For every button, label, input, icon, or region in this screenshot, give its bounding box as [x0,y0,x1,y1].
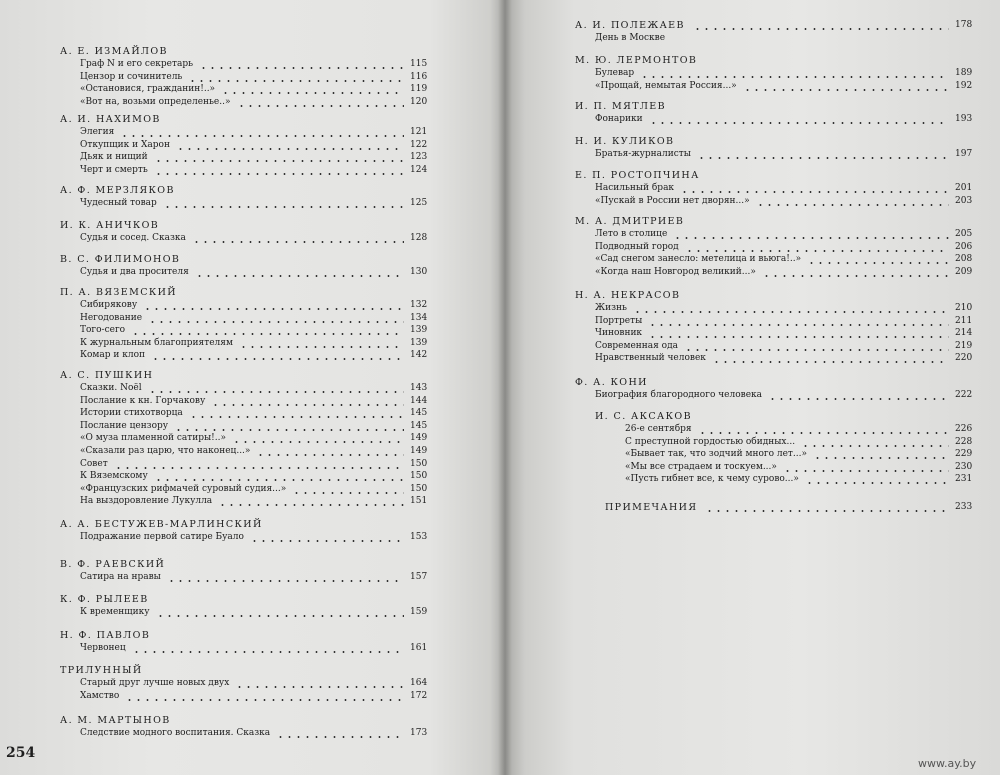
dot-leader [648,324,949,326]
dot-leader [151,358,404,360]
page-number: 254 [6,745,36,761]
entry-page-number: 119 [410,84,428,95]
dot-leader [211,404,404,406]
author-heading: А. М. МАРТЫНОВ [60,715,171,726]
toc-entry [60,96,428,110]
author-heading: К. Ф. РЫЛЕЕВ [60,594,149,605]
entry-title: Хамство [80,690,120,701]
entry-title: «Вот на, возьми определенье..» [80,96,231,107]
author-heading: М. А. ДМИТРИЕВ [575,216,685,227]
toc-entry [60,325,428,338]
toc-entry [60,84,428,97]
author-heading: В. С. ФИЛИМОНОВ [60,254,181,265]
entry-page-number: 151 [410,496,428,507]
author-heading: Е. П. РОСТОПЧИНА [575,170,700,181]
entry-page-number: 149 [410,433,428,444]
dot-leader [801,445,949,447]
toc-section [60,559,428,585]
dot-leader [673,237,949,239]
entry-page-number: 125 [410,198,428,208]
entry-page-number: 164 [410,678,428,688]
author-heading: М. Ю. ЛЕРМОНТОВ [575,55,698,66]
toc-entry [60,496,428,509]
toc-section [60,114,428,177]
entry-page-number: 197 [955,149,973,159]
dot-leader [649,122,949,124]
author-page-number: 233 [955,502,973,512]
toc-entry [60,690,428,704]
entry-page-number: 205 [955,229,973,239]
book-gutter [498,0,512,775]
entry-title: «Прощай, немытая Россия...» [595,80,737,91]
entry-page-number: 231 [955,474,973,485]
entry-title: Братья-журналисты [595,149,691,159]
toc-section [575,170,973,208]
entry-title: Граф N и его секретарь [80,59,193,69]
author-heading: Н. И. КУЛИКОВ [575,136,675,147]
toc-entry [595,436,973,450]
toc-section [60,665,428,703]
toc-entry [60,198,428,211]
entry-page-number: 142 [410,350,428,361]
author-heading: А. Ф. МЕРЗЛЯКОВ [60,185,175,196]
entry-page-number: 139 [410,337,428,348]
entry-title: Черт и смерть [80,164,148,175]
toc-entry [60,445,428,459]
dot-leader [684,349,949,351]
toc-entry [60,139,428,153]
entry-title: Нравственный человек [595,353,706,364]
toc-section [60,46,428,109]
entry-title: Сибирякову [80,300,138,310]
entry-title: Дьяк и нищий [80,152,148,163]
entry-page-number: 220 [955,353,973,364]
entry-page-number: 229 [955,449,973,460]
entry-title: Элегия [80,127,115,137]
entry-page-number: 230 [955,461,973,472]
toc-entry [575,195,973,209]
author-heading: Н. А. НЕКРАСОВ [575,290,681,301]
entry-page-number: 144 [410,395,428,406]
entry-title: «Бывает так, что зодчий много лет...» [625,449,807,460]
entry-page-number: 159 [410,607,428,617]
entry-page-number: 161 [410,643,428,653]
entry-title: «Остановися, гражданин!..» [80,84,216,95]
entry-title: Того-сего [80,325,126,336]
entry-title: «Сад снегом занесло: метелица и вьюга!..» [595,254,802,265]
dot-leader [195,275,404,277]
dot-leader [232,441,404,443]
toc-entry [595,461,973,475]
author-heading: Ф. А. КОНИ [575,377,648,388]
entry-title: К журнальным благоприятелям [80,337,233,348]
entry-page-number: 228 [955,436,973,447]
dot-leader [743,89,949,91]
dot-leader [805,482,949,484]
toc-entry [575,315,973,329]
entry-page-number: 222 [955,390,973,400]
toc-entry [575,229,973,242]
dot-leader [698,432,949,434]
toc-entry [595,449,973,462]
entry-page-number: 214 [955,328,973,339]
entry-page-number: 150 [410,471,428,482]
dot-leader [237,105,404,107]
toc-entry [575,183,973,196]
author-heading: А. А. БЕСТУЖЕВ-МАРЛИНСКИЙ [60,519,263,530]
toc-section [60,370,428,509]
entry-page-number: 134 [410,312,428,323]
entry-title: 26-е сентября [625,424,692,434]
entry-title: Совет [80,458,108,469]
dot-leader [114,467,404,469]
toc-entry [575,266,973,280]
entry-page-number: 208 [955,254,973,265]
entry-title: Портреты [595,315,643,326]
author-page-number: 178 [955,20,973,30]
entry-page-number: 226 [955,424,973,434]
dot-leader [174,429,404,431]
toc-entry [595,424,973,437]
entry-title: Судья и сосед. Сказка [80,233,186,243]
toc-section [575,216,973,279]
dot-leader [250,540,404,542]
entry-title: Послание к кн. Горчакову [80,395,206,406]
toc-entry [575,390,973,403]
toc-entry [60,127,428,140]
entry-page-number: 128 [410,233,428,243]
entry-title: Биография благородного человека [595,390,763,400]
entry-title: «Когда наш Новгород великий...» [595,266,756,277]
entry-page-number: 157 [410,572,428,582]
toc-section [60,220,428,246]
toc-entry [60,383,428,396]
dot-leader [199,67,404,69]
entry-title: На выздоровление Лукулла [80,496,213,507]
entry-page-number: 116 [410,71,428,82]
entry-page-number: 143 [410,383,428,393]
entry-page-number: 130 [410,267,428,277]
toc-entry [60,433,428,446]
toc-entry [575,80,973,94]
entry-title: «О муза пламенной сатиры!..» [80,433,227,444]
author-heading: П. А. ВЯЗЕМСКИЙ [60,287,177,298]
entry-title: «Пусть гибнет все, к чему сурово...» [625,474,799,485]
entry-title: Чудесный товар [80,198,157,208]
toc-section [60,630,428,656]
toc-entry [60,572,428,585]
toc-section [575,20,973,46]
dot-leader [176,148,404,150]
toc-entry [60,643,428,656]
toc-entry [60,350,428,363]
author-heading: Н. Ф. ПАВЛОВ [60,630,151,641]
entry-page-number: 189 [955,68,973,78]
dot-leader [276,736,404,738]
toc-entry [60,337,428,351]
toc-section [60,715,428,741]
entry-title: День в Москве [595,33,666,43]
dot-leader [705,510,949,512]
entry-title: Старый друг лучше новых двух [80,678,230,688]
dot-leader [154,479,404,481]
author-heading: А. И. ПОЛЕЖАЕВ [575,20,685,31]
dot-leader [783,470,949,472]
dot-leader [189,416,404,418]
entry-page-number: 219 [955,340,973,351]
entry-page-number: 145 [410,408,428,419]
entry-page-number: 201 [955,183,973,193]
toc-entry [60,395,428,409]
toc-entry [575,149,973,162]
toc-entry [60,164,428,178]
entry-page-number: 209 [955,266,973,277]
toc-section [60,185,428,211]
toc-entry [60,267,428,280]
toc-entry [575,328,973,341]
entry-title: К временщику [80,607,150,617]
dot-leader [120,135,404,137]
entry-title: Лето в столице [595,229,668,239]
author-heading: А. Е. ИЗМАЙЛОВ [60,46,168,57]
dot-leader [633,311,949,313]
entry-page-number: 211 [955,315,973,326]
entry-page-number: 192 [955,80,973,91]
watermark: www.ay.by [918,757,977,770]
toc-entry [575,303,973,316]
toc-entry [575,340,973,354]
entry-page-number: 120 [410,96,428,107]
dot-leader [685,250,949,252]
entry-page-number: 124 [410,164,428,175]
entry-title: С преступной гордостью обидных... [625,436,796,447]
dot-leader [768,398,949,400]
entry-title: Цензор и сочинитель [80,71,183,82]
dot-leader [188,80,404,82]
entry-page-number: 145 [410,420,428,431]
toc-entry [60,408,428,421]
toc-entry [60,71,428,85]
entry-title: Булевар [595,68,635,78]
toc-entry [575,254,973,267]
dot-leader [762,275,949,277]
entry-page-number: 115 [410,59,428,69]
toc-entry [60,300,428,313]
entry-title: «Сказали раз царю, что наконец...» [80,445,251,456]
toc-entry [60,233,428,246]
toc-section [60,287,428,363]
toc-entry [575,241,973,255]
entry-title: Сатира на нравы [80,572,161,582]
toc-entry [595,474,973,487]
entry-page-number: 149 [410,445,428,456]
toc-entry [60,312,428,326]
dot-leader [807,262,949,264]
entry-title: Послание цензору [80,420,169,431]
entry-title: Истории стихотворца [80,408,183,419]
entry-title: «Французских рифмачей суровый судия...» [80,483,287,494]
author-heading: А. С. ПУШКИН [60,370,154,381]
toc-entry [60,458,428,472]
author-heading: И. К. АНИЧКОВ [60,220,160,231]
entry-title: Подводный город [595,241,679,252]
entry-page-number: 121 [410,127,428,137]
author-heading: ПРИМЕЧАНИЯ [605,502,698,513]
entry-page-number: 203 [955,195,973,206]
dot-leader [131,333,404,335]
toc-section [60,594,428,620]
toc-entry [60,607,428,620]
author-heading: ТРИЛУННЫЙ [60,665,143,676]
entry-title: Судья и два просителя [80,267,189,277]
dot-leader [235,686,404,688]
dot-leader [221,92,404,94]
dot-leader [148,321,404,323]
toc-section [575,101,973,127]
author-heading: А. И. НАХИМОВ [60,114,161,125]
dot-leader [192,241,404,243]
entry-title: Следствие модного воспитания. Сказка [80,728,271,738]
entry-page-number: 122 [410,139,428,150]
entry-title: Современная ода [595,340,679,351]
dot-leader [148,391,404,393]
entry-page-number: 150 [410,458,428,469]
toc-section [60,254,428,280]
toc-entry [575,353,973,366]
toc-section [605,502,973,515]
dot-leader [132,651,404,653]
toc-entry [60,420,428,434]
entry-page-number: 193 [955,114,973,124]
entry-page-number: 206 [955,241,973,252]
entry-page-number: 139 [410,325,428,336]
entry-title: Негодование [80,312,143,323]
toc-section [575,136,973,162]
toc-section [595,411,973,487]
dot-leader [712,361,949,363]
toc-entry [575,33,969,46]
toc-entry [60,483,428,497]
dot-leader [163,206,404,208]
toc-entry [60,471,428,484]
toc-entry [575,114,973,127]
dot-leader [154,173,404,175]
entry-page-number: 173 [410,728,428,738]
toc-entry [60,152,428,165]
dot-leader [680,191,949,193]
toc-entry [60,728,428,741]
dot-leader [154,160,404,162]
entry-title: «Мы все страдаем и тоскуем...» [625,461,777,472]
entry-page-number: 153 [410,532,428,542]
dot-leader [640,76,949,78]
entry-title: К Вяземскому [80,471,148,482]
author-heading: И. С. АКСАКОВ [595,411,692,422]
dot-leader [648,336,949,338]
toc-section [575,377,973,403]
toc-section [60,519,428,545]
entry-page-number: 150 [410,483,428,494]
entry-page-number: 132 [410,300,428,310]
dot-leader [756,204,949,206]
entry-page-number: 172 [410,690,428,701]
entry-title: Сказки. Noël [80,383,142,393]
author-heading: И. П. МЯТЛЕВ [575,101,667,112]
dot-leader [156,615,404,617]
toc-section [575,290,973,366]
entry-title: Фонарики [595,114,643,124]
entry-page-number: 123 [410,152,428,163]
entry-title: Жизнь [595,303,627,313]
entry-title: Откупщик и Харон [80,139,170,150]
dot-leader [813,457,949,459]
dot-leader [143,308,404,310]
toc-entry [575,68,973,81]
dot-leader [239,346,404,348]
dot-leader [697,157,949,159]
entry-page-number: 210 [955,303,973,313]
dot-leader [125,699,404,701]
entry-title: Чиновник [595,328,643,339]
dot-leader [218,504,404,506]
entry-title: «Пускай в России нет дворян...» [595,195,750,206]
entry-title: Насильный брак [595,183,675,193]
author-heading: В. Ф. РАЕВСКИЙ [60,559,166,570]
dot-leader [693,28,949,30]
entry-title: Подражание первой сатире Буало [80,532,244,542]
toc-section [575,55,973,93]
toc-entry [60,678,428,691]
toc-entry [60,59,428,72]
dot-leader [167,580,404,582]
dot-leader [256,454,404,456]
entry-title: Червонец [80,643,126,653]
toc-entry [60,532,428,545]
dot-leader [292,492,404,494]
entry-title: Комар и клоп [80,350,145,361]
